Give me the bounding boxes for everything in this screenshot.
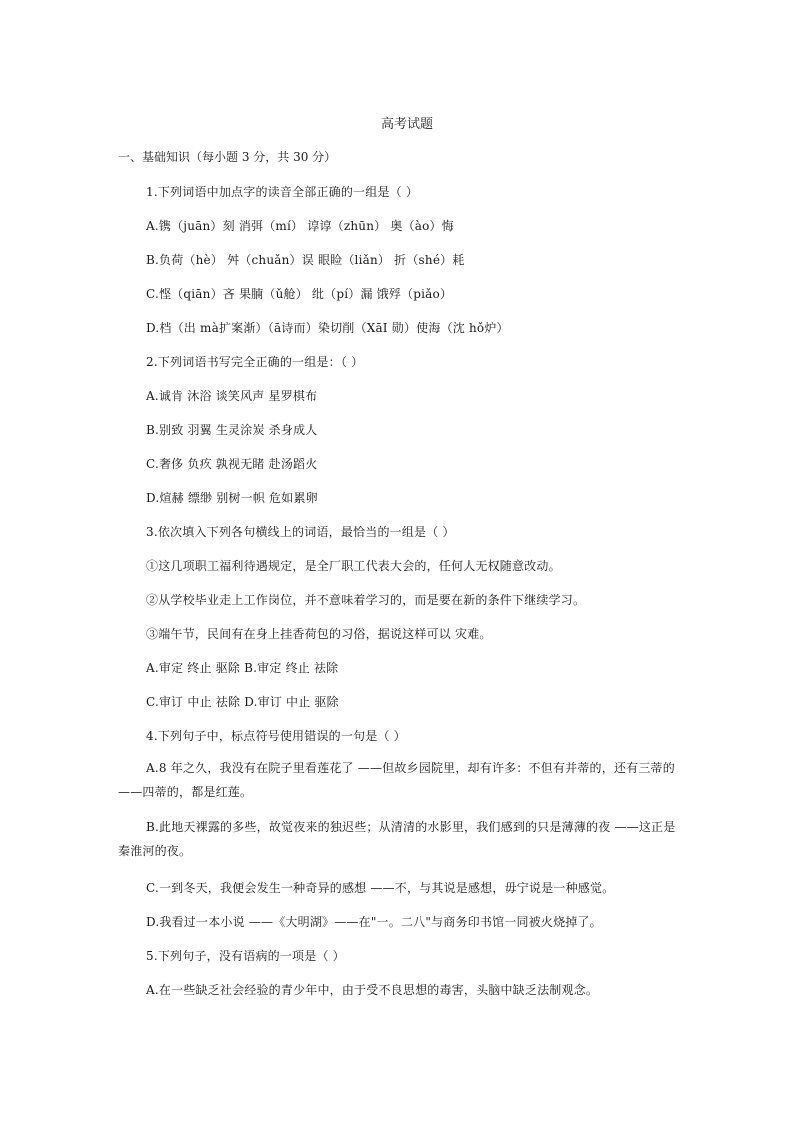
q5-stem: 5.下列句子，没有语病的一项是（ ） — [146, 949, 345, 963]
page-title: 高考试题 — [380, 117, 433, 132]
q4-option-b: B.此地天裸露的多些，故觉夜来的独迟些；从清清的水影里，我们感到的只是薄薄的夜 ——这正是秦淮河的夜。 — [118, 820, 676, 858]
q3-options-ab: A.审定 终止 驱除 B.审定 终止 祛除 — [146, 661, 339, 675]
q3-stem: 3.依次填入下列各句横线上的词语，最恰当的一组是（ ） — [146, 525, 455, 539]
q3-sentence-2: ②从学校毕业走上工作岗位，并不意味着学习的，而是要在新的条件下继续学习。 — [146, 593, 586, 607]
q4-option-c: C.一到冬天，我便会发生一种奇异的感想 ——不，与其说是感想，毋宁说是一种感觉。 — [146, 881, 615, 895]
q2-option-b: B.别致 羽翼 生灵涂炭 杀身成人 — [146, 423, 318, 437]
q3-options-cd: C.审订 中止 祛除 D.审订 中止 驱除 — [146, 695, 339, 709]
q1-option-c: C.悭（qiān）吝 果腩（ǔ舱） 纰（pí）漏 饿殍（piǎo） — [146, 287, 453, 301]
q3-sentence-3: ③端午节，民间有在身上挂香荷包的习俗，据说这样可以 灾难。 — [146, 627, 492, 641]
q2-option-d: D.煊赫 缥缈 别树一帜 危如累卵 — [146, 491, 318, 505]
q1-option-d: D.档（出 mà扩案渐）（ā诗而）染切削（XāI 勋）使海（沈 hǒ炉） — [146, 321, 509, 335]
q1-option-b: B.负荷（hè） 舛（chuǎn）误 眼睑（liǎn） 折（shé）耗 — [146, 253, 465, 267]
q1-option-a: A.镌（juān）刻 消弭（mí） 谆谆（zhūn） 奥（ào）悔 — [146, 219, 454, 233]
q2-stem: 2.下列词语书写完全正确的一组是：（ ） — [146, 355, 364, 369]
q1-stem: 1.下列词语中加点字的读音全部正确的一组是（ ） — [146, 185, 419, 199]
q5-option-a: A.在一些缺乏社会经验的青少年中，由于受不良思想的毒害，头脑中缺乏法制观念。 — [146, 983, 599, 997]
q2-option-c: C.奢侈 负疚 孰视无睹 赴汤蹈火 — [146, 457, 318, 471]
q4-option-d: D.我看过一本小说 ——《大明湖》——在"一。二八"与商务印书馆一同被火烧掉了。 — [146, 915, 602, 929]
q3-sentence-1: ①这几项职工福利待遇规定，是全厂职工代表大会的，任何人无权随意改动。 — [146, 559, 561, 573]
q4-option-a: A.8 年之久，我没有在院子里看莲花了 ——但故乡园院里，却有许多：不但有并蒂的，还有三蒂的——四蒂的，都是红莲。 — [118, 761, 675, 799]
q4-stem: 4.下列句子中，标点符号使用错误的一句是（ ） — [146, 729, 406, 743]
section-heading: 一、基础知识（每小题 3 分，共 30 分） — [118, 150, 337, 164]
q2-option-a: A.诚肯 沐浴 谈笑风声 星罗棋布 — [146, 389, 318, 403]
